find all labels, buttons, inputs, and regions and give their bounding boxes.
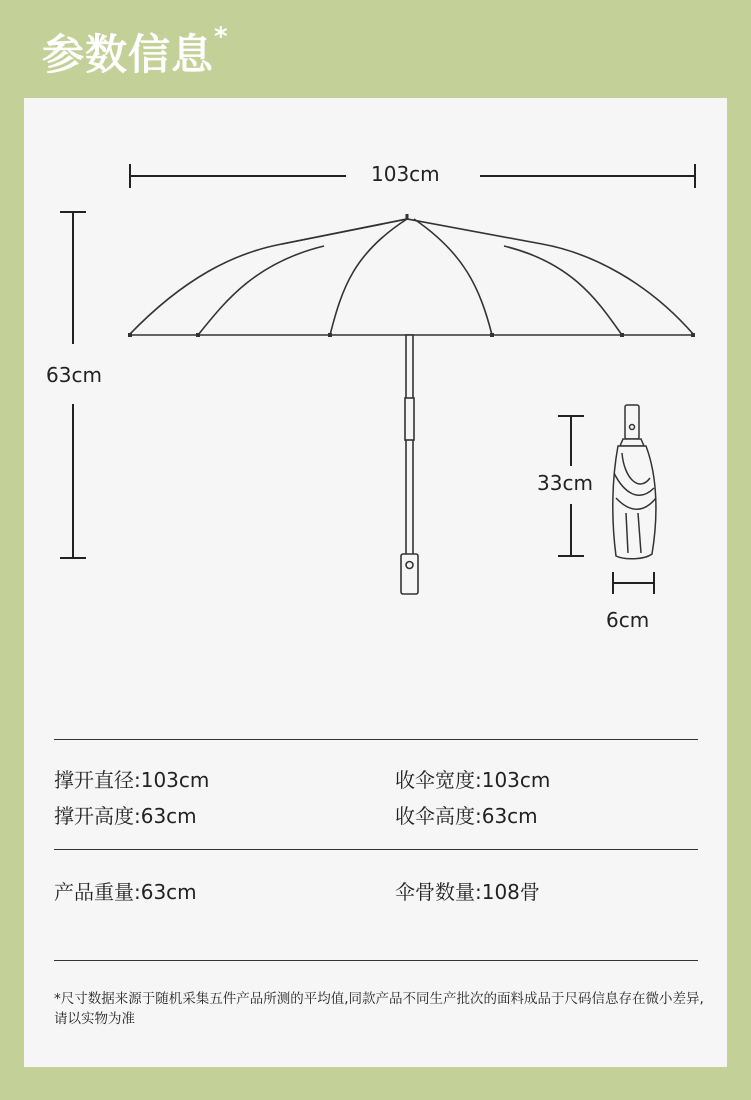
- folded-height-label: 33cm: [537, 471, 593, 495]
- page-title: 参数信息: [42, 30, 215, 79]
- open-height-label: 63cm: [46, 363, 102, 387]
- spec-weight: 产品重量:63cm: [54, 880, 197, 904]
- open-width-label: 103cm: [371, 162, 440, 186]
- divider: [54, 960, 698, 961]
- folded-width-dimension-line: [613, 572, 654, 594]
- spec-folded-height: 收伞高度:63cm: [395, 804, 538, 828]
- folded-width-label: 6cm: [606, 608, 650, 632]
- folded-umbrella-icon: [613, 405, 656, 559]
- open-umbrella-icon: [129, 214, 694, 594]
- spec-open-diameter: 撑开直径:103cm: [54, 768, 210, 792]
- divider: [54, 739, 698, 740]
- title-asterisk: *: [214, 22, 228, 52]
- divider: [54, 849, 698, 850]
- spec-folded-width: 收伞宽度:103cm: [395, 768, 551, 792]
- footnote: *尺寸数据来源于随机采集五件产品所测的平均值,同款产品不同生产批次的面料成品于尺码信息存在微小差异,请以实物为准: [54, 991, 704, 1027]
- spec-rib-count: 伞骨数量:108骨: [395, 880, 540, 904]
- spec-open-height: 撑开高度:63cm: [54, 804, 197, 828]
- spec-card: [24, 98, 727, 1067]
